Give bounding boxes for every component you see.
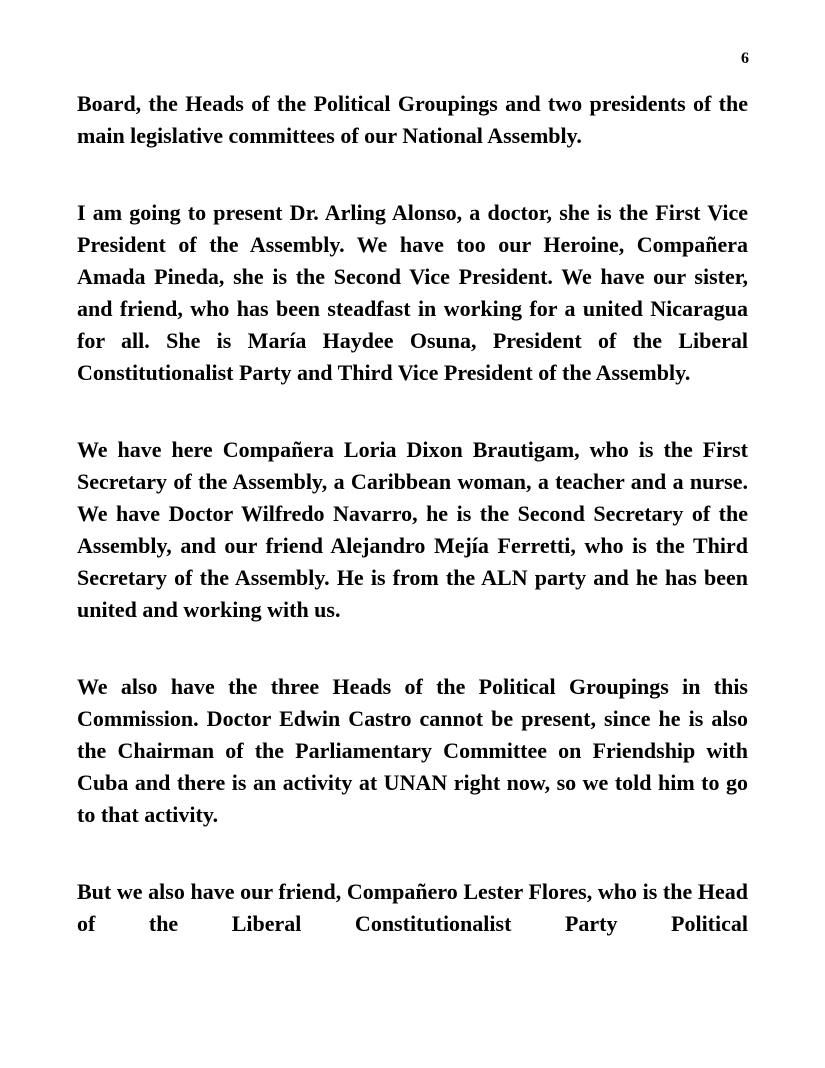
page-number: 6	[741, 50, 749, 67]
paragraph-4: We also have the three Heads of the Political Groupings in this Commission. Doctor Edwin Castro cannot be present, since he is also the Chairman of the Parliamentary Committee on Friendship with Cuba and there is an activity at UNAN right now, so we told him to go to that activity.	[77, 674, 748, 827]
paragraph-2: I am going to present Dr. Arling Alonso, a doctor, she is the First Vice President of the Assembly. We have too our Heroine, Compañera Amada Pineda, she is the Second Vice President. We have our sister, and friend, who has been steadfast in working for a united Nicaragua for all. She is María Haydee Osuna, President of the Liberal Constitutionalist Party and Third Vice President of the Assembly.	[77, 200, 748, 385]
paragraph-1: Board, the Heads of the Political Groupings and two presidents of the main legislative committees of our National Assembly.	[77, 91, 748, 148]
paragraph-5: But we also have our friend, Compañero Lester Flores, who is the Head of the Liberal Constitutionalist Party Political	[77, 879, 748, 936]
paragraph-3: We have here Compañera Loria Dixon Brautigam, who is the First Secretary of the Assembly, a Caribbean woman, a teacher and a nurse. We have Doctor Wilfredo Navarro, he is the Second Secretary of the Assembly, and our friend Alejandro Mejía Ferretti, who is the Third Secretary of the Assembly. He is from the ALN party and he has been united and working with us.	[77, 437, 748, 622]
document-body	[77, 88, 748, 940]
